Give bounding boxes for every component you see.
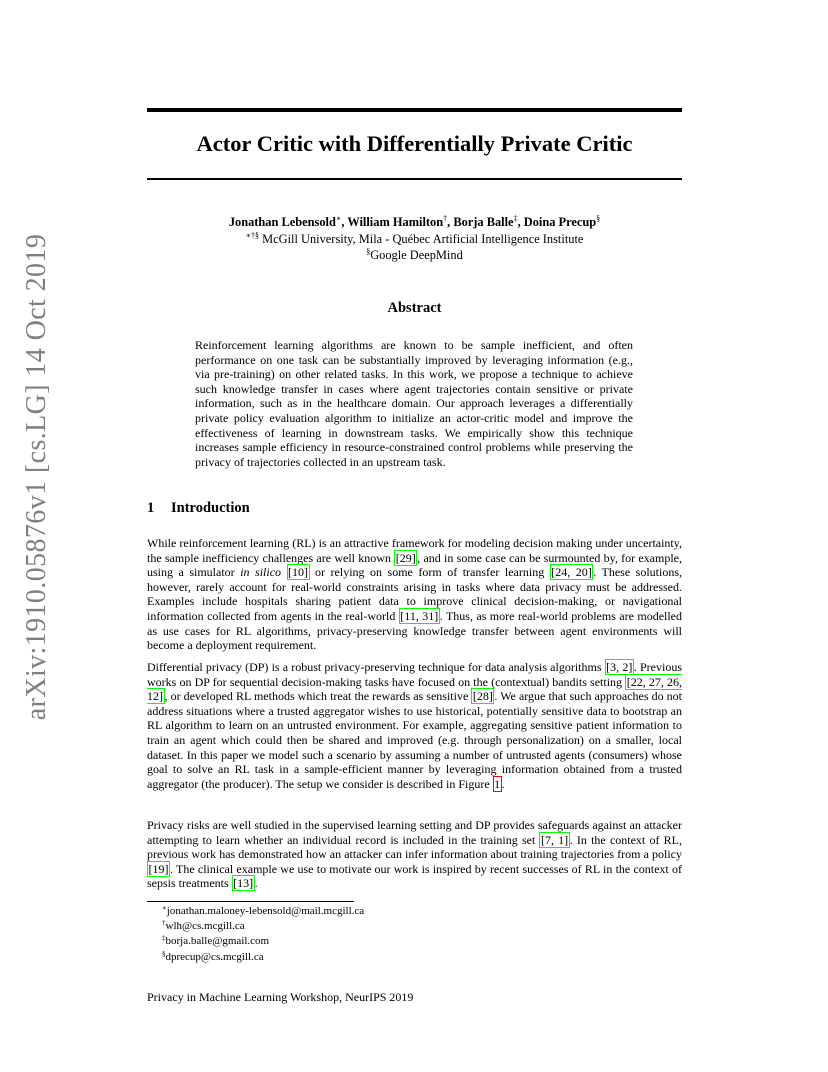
author-name: Jonathan Lebensold <box>228 215 336 229</box>
figure-ref-link[interactable]: 1 <box>494 776 501 791</box>
intro-paragraph-1 <box>147 536 682 653</box>
citation-link[interactable]: [3, 2] <box>606 660 633 674</box>
section-heading <box>147 500 250 517</box>
footnote-item <box>162 919 364 934</box>
footnote-rule <box>147 901 354 902</box>
affiliation-line <box>147 247 682 264</box>
footnote-email: dprecup@cs.mcgill.ca <box>165 950 264 963</box>
footnote-item <box>162 904 364 919</box>
paper-title: Actor Critic with Differentially Private Critic <box>196 131 633 156</box>
author-name: William Hamilton <box>347 215 444 229</box>
paragraph-text: , and in some case can be surmounted by, for example, using a simulator <box>147 550 682 580</box>
author-names: Jonathan Lebensold∗, William Hamilton†, Borja Balle‡, Doina Precup§ <box>228 214 601 229</box>
emphasis-text: in silico <box>240 565 282 580</box>
abstract-heading: Abstract <box>387 300 442 316</box>
paragraph-text: . Thus, as more real-world problems are modelled as use cases for RL algorithms, privacy-preserving knowledge transfer between agent environments will become a deployment requirement. <box>147 608 683 653</box>
paragraph-text: , or developed RL methods which treat the rewards as sensitive <box>164 689 472 704</box>
author-mark: § <box>596 214 601 223</box>
footnotes <box>162 904 364 965</box>
title-top-rule <box>147 108 682 112</box>
section-number: 1 <box>147 500 155 516</box>
citation-link[interactable]: [28] <box>472 689 493 704</box>
footnote-mark: † <box>162 919 166 928</box>
footnote-item <box>162 950 364 965</box>
footnote-mark: ‡ <box>162 934 166 943</box>
paragraph-text <box>281 565 287 579</box>
paragraph-text: . We argue that such approaches do not address situations where a trusted aggregator wishes to use historical, potentially sensitive data to bootstrap an RL algorithm to learn on an untrusted environment. For example, aggregating sensitive patient information to train an agent which could then be shared and improved (e.g. through personalization) on a smaller, local dataset. In this paper we model such a scenario by assuming a number of untrusted agents (consumers) whose goal to solve an RL task in a sample-efficient manner by leveraging information obtained from a trusted aggregator (the producer). The setup we consider is described in Figure <box>147 689 682 791</box>
author-mark: † <box>443 214 448 223</box>
paragraph-text: . Previous works on DP for sequential decision-making tasks have focused on the (contextual) bandits setting <box>147 660 683 689</box>
affiliation-marks: § <box>366 247 371 256</box>
affiliation-text: McGill University, Mila - Québec Artificial Intelligence Institute <box>262 231 584 246</box>
author-name: Doina Precup <box>523 215 597 229</box>
paragraph-text: . In the context of RL, previous work has demonstrated how an attacker can infer information about training trajectories from a policy <box>147 832 682 862</box>
arxiv-id: arXiv:1910.05876v1 [cs.LG] 14 Oct 2019 <box>21 233 52 721</box>
citation-link[interactable]: [24, 20] <box>551 565 592 580</box>
paragraph-text: Privacy risks are well studied in the supervised learning setting and DP provides safeguards against an attacker attempting to learn whether an individual record is included in the training set <box>147 818 682 847</box>
intro-paragraph-2 <box>147 660 682 791</box>
citation-link[interactable]: [10] <box>288 565 309 580</box>
paragraph-text: . These solutions, however, rarely account for real-world constraints arising in tasks where data privacy must be addressed. Examples include hospitals sharing patient data to improve clinical decision-making, or navigational information collected from agents in the real-world <box>147 565 682 623</box>
citation-link[interactable]: [29] <box>395 550 416 565</box>
footnote-email: jonathan.maloney-lebensold@mail.mcgill.ca <box>166 905 365 917</box>
paragraph-text: . <box>501 776 505 791</box>
paragraph-text: . The clinical example we use to motivate our work is inspired by recent successes of RL in the context of sepsis treatments <box>147 861 682 891</box>
author-mark: ‡ <box>513 214 518 223</box>
author-block <box>147 214 682 264</box>
paragraph-text: . <box>254 876 258 891</box>
affiliation-text: Google DeepMind <box>370 248 463 262</box>
section-title: Introduction <box>171 500 250 516</box>
footnote-email: borja.balle@gmail.com <box>165 935 270 948</box>
citation-link[interactable]: [13] <box>233 876 254 891</box>
intro-paragraph-3 <box>147 818 682 891</box>
footnote-mark: § <box>162 949 166 958</box>
affiliation-line <box>147 231 682 248</box>
citation-link[interactable]: [11, 31] <box>400 608 439 623</box>
footnote-item <box>162 934 364 949</box>
author-name: Borja Balle <box>453 215 514 229</box>
citation-link[interactable]: [7, 1] <box>540 832 569 847</box>
footnote-email: wlh@cs.mcgill.ca <box>165 920 245 933</box>
footnote-mark: ∗ <box>162 904 167 912</box>
citation-link[interactable]: [19] <box>148 861 169 876</box>
page-footer: Privacy in Machine Learning Workshop, NeurIPS 2019 <box>147 990 414 1004</box>
paragraph-text: While reinforcement learning (RL) is an attractive framework for modeling decision making under uncertainty, the sample inefficiency challenges are well known <box>147 536 682 565</box>
citation-link[interactable]: [22, 27, 26, 12] <box>147 674 682 704</box>
author-mark: ∗ <box>335 214 342 223</box>
paragraph-text: Differential privacy (DP) is a robust privacy-preserving technique for data analysis algorithms <box>147 660 605 674</box>
affiliation-marks: ∗†§ <box>245 230 260 240</box>
abstract-text: Reinforcement learning algorithms are known to be sample inefficient, and often performance on one task can be substantially improved by leveraging information (e.g., via pre-training) on other related tasks. In this work, we propose a technique to achieve such knowledge transfer in cases where agent trajectories contain sensitive or private information, such as in the healthcare domain. Our approach leverages a differentially private policy evaluation algorithm to initialize an actor-critic model and improve the effectiveness of learning in downstream tasks. We empirically show this technique increases sample efficiency in resource-constrained control problems while preserving the privacy of trajectories collected in an upstream task. <box>195 338 633 469</box>
paragraph-text: or relying on some form of transfer learning <box>309 565 550 580</box>
title-bottom-rule <box>147 178 682 180</box>
